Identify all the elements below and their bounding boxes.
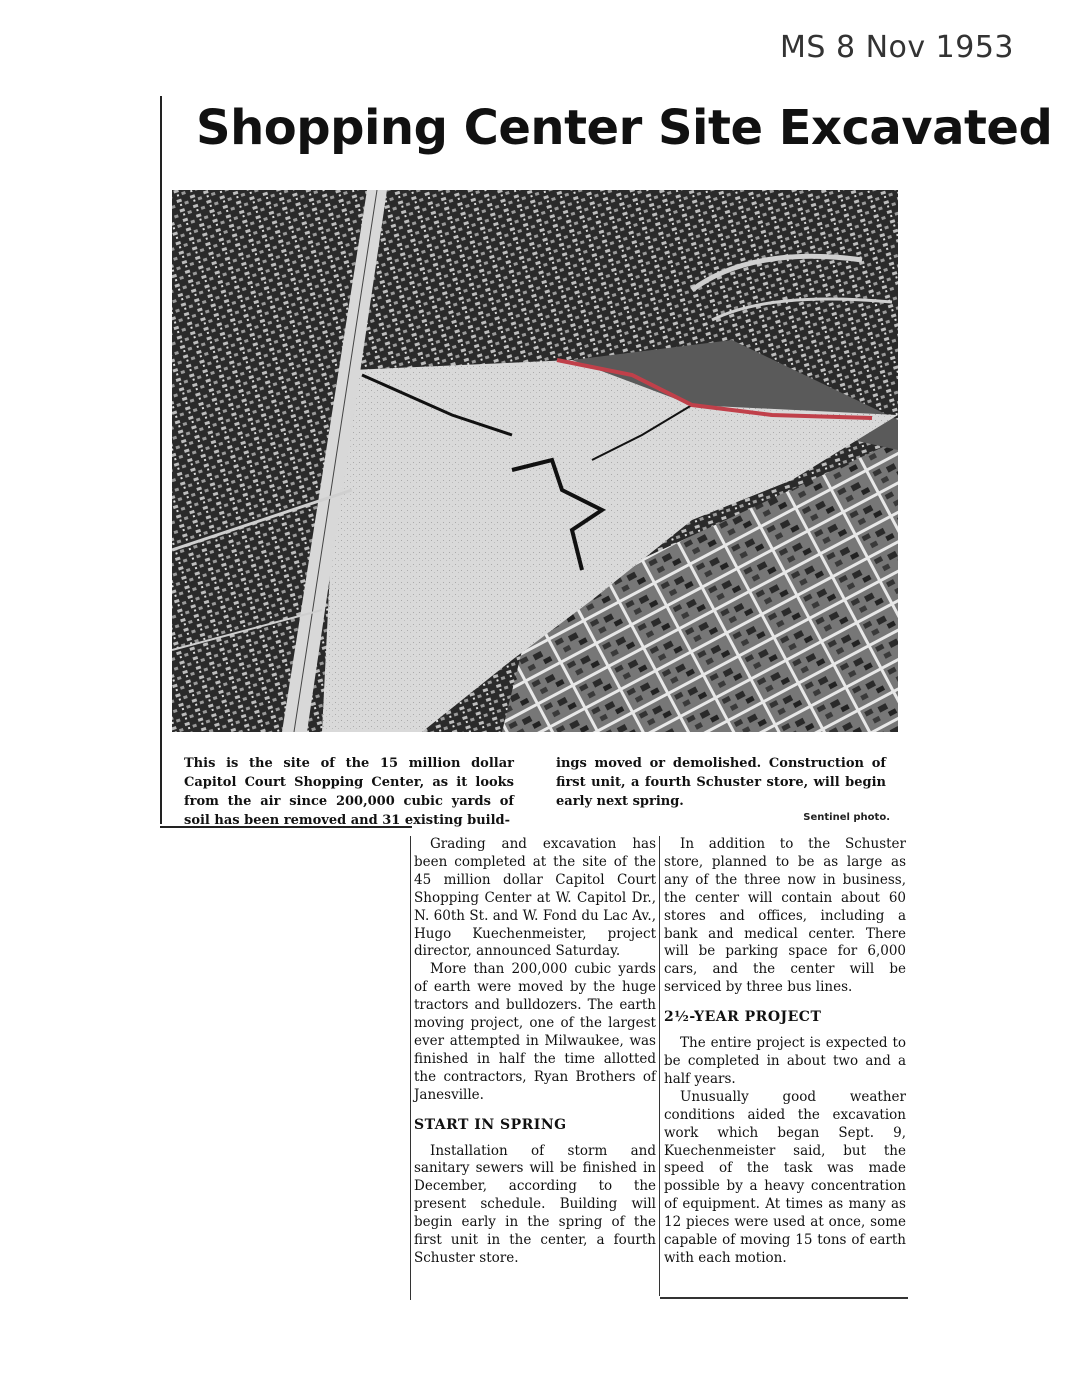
paragraph: Unusually good weather conditions aided the excavation work which began Sept. 9, Kuechenmeister said, but the speed of the task was made possible by a heavy concentration of equipment. At times as many as 12 pieces were used at once, some capable of moving 15 tons of earth with each motion. (664, 1088, 906, 1266)
column-divider-middle (659, 836, 660, 1296)
column-bottom-rule (660, 1297, 908, 1299)
article-column-2 (664, 836, 906, 1268)
photo-credit: Sentinel photo. (803, 812, 890, 823)
aerial-photo-icon (172, 190, 898, 732)
column-divider-left (410, 836, 411, 1300)
handwritten-date-annotation: MS 8 Nov 1953 (780, 30, 1015, 65)
photo-caption-left: This is the site of the 15 million dollar Capitol Court Shopping Center, as it looks from the air since 200,000 cubic yards of soil has been removed and 31 existing build- (184, 756, 514, 828)
paragraph: More than 200,000 cubic yards of earth were moved by the huge tractors and bulldozers. The earth moving project, one of the largest ever attempted in Milwaukee, was finished in half the time allotted the contractors, Ryan Brothers of Janesville. (414, 961, 656, 1103)
subheading-start-in-spring: START IN SPRING (414, 1116, 567, 1133)
paragraph: The entire project is expected to be completed in about two and a half years. (664, 1035, 906, 1087)
aerial-photo (172, 190, 898, 732)
paragraph: Grading and excavation has been completed at the site of the 45 million dollar Capitol Court Shopping Center at W. Capitol Dr., N. 60th St. and W. Fond du Lac Av., Hugo Kuechenmeister, project director, announced Saturday. (414, 836, 656, 960)
article-column-1 (414, 836, 656, 1268)
left-border-rule (160, 96, 162, 824)
headline: Shopping Center Site Excavated (196, 100, 1053, 156)
paragraph: In addition to the Schuster store, planned to be as large as any of the three now in business, the center will contain about 60 stores and offices, including a bank and medical center. There will be parking space for 6,000 cars, and the center will be serviced by three bus lines. (664, 836, 906, 996)
photo-caption-right: ings moved or demolished. Construction of first unit, a fourth Schuster store, will begin early next spring. (556, 756, 886, 809)
subheading-year-project: 2½-YEAR PROJECT (664, 1009, 822, 1026)
paragraph: Installation of storm and sanitary sewers will be finished in December, according to the present schedule. Building will begin early in the spring of the first unit in the center, a fourth Schuster store. (414, 1142, 656, 1266)
